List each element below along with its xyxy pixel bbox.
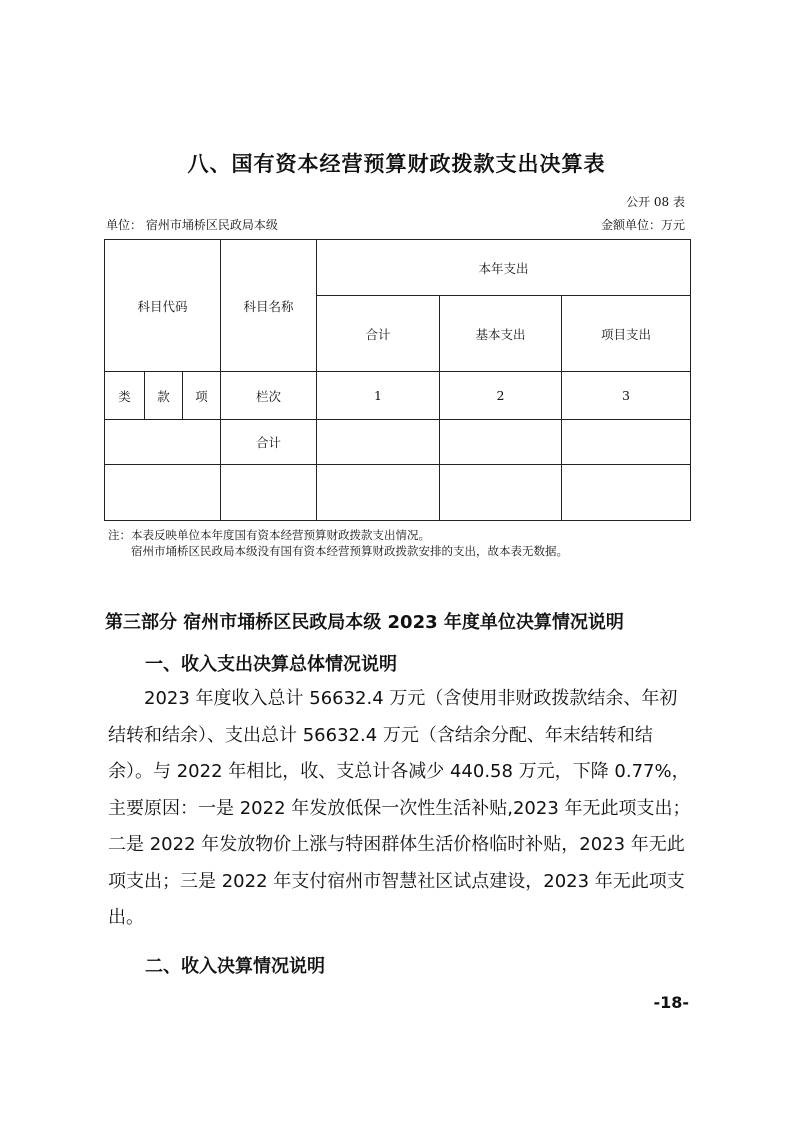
amount-unit-label: 金额单位：万元 bbox=[600, 218, 685, 232]
row-index-label: 栏次 bbox=[221, 372, 317, 420]
page-number: -18- bbox=[653, 993, 689, 1012]
expense-table bbox=[104, 239, 691, 521]
column-index-1: 1 bbox=[317, 372, 440, 420]
column-index-3: 3 bbox=[562, 372, 691, 420]
table-cell bbox=[562, 420, 691, 465]
table-title: 八、国有资本经营预算财政拨款支出决算表 bbox=[187, 152, 606, 176]
unit-label: 单位： 宿州市埇桥区民政局本级 bbox=[106, 218, 278, 232]
total-row-label: 合计 bbox=[221, 420, 317, 465]
table-cell bbox=[440, 420, 562, 465]
sub-header-lei: 类 bbox=[105, 372, 145, 420]
header-basic-expense: 基本支出 bbox=[440, 296, 562, 372]
table-cell bbox=[105, 420, 221, 465]
table-cell bbox=[317, 420, 440, 465]
table-cell bbox=[105, 465, 221, 521]
header-total: 合计 bbox=[317, 296, 440, 372]
sub-header-xiang: 项 bbox=[183, 372, 221, 420]
section-one-body: 2023 年度收入总计 56632.4 万元（含使用非财政拨款结余、年初结转和结余）、支出总计 56632.4 万元（含结余分配、年末结转和结余）。与 2022 年相比，收、支总计各减少 440.58 万元，下降 0.77%，主要原因：一是 2022 年发放低保一次性生活补贴,2023 年无此项支出；二是 2022 年发放物价上涨与特困群体生活价格临时补贴，2023 年无此项支出；三是 2022 年支付宿州市智慧社区试点建设，2023 年无此项支出。 bbox=[108, 688, 691, 928]
table-cell bbox=[221, 465, 317, 521]
note-line-1: 注：本表反映单位本年度国有资本经营预算财政拨款支出情况。 bbox=[108, 528, 430, 542]
table-cell bbox=[317, 465, 440, 521]
table-cell bbox=[440, 465, 562, 521]
part-three-heading: 第三部分 宿州市埇桥区民政局本级 2023 年度单位决算情况说明 bbox=[105, 612, 624, 633]
column-index-2: 2 bbox=[440, 372, 562, 420]
header-subject-code: 科目代码 bbox=[105, 240, 221, 372]
sub-header-kuan: 款 bbox=[145, 372, 183, 420]
section-two-heading: 二、收入决算情况说明 bbox=[145, 956, 325, 977]
note-line-2: 宿州市埇桥区民政局本级没有国有资本经营预算财政拨款安排的支出，故本表无数据。 bbox=[131, 544, 568, 558]
section-one-heading: 一、收入支出决算总体情况说明 bbox=[145, 654, 397, 675]
header-subject-name: 科目名称 bbox=[221, 240, 317, 372]
form-number: 公开 08 表 bbox=[626, 195, 685, 209]
header-project-expense: 项目支出 bbox=[562, 296, 691, 372]
header-year-expense: 本年支出 bbox=[317, 240, 691, 296]
table-cell bbox=[562, 465, 691, 521]
